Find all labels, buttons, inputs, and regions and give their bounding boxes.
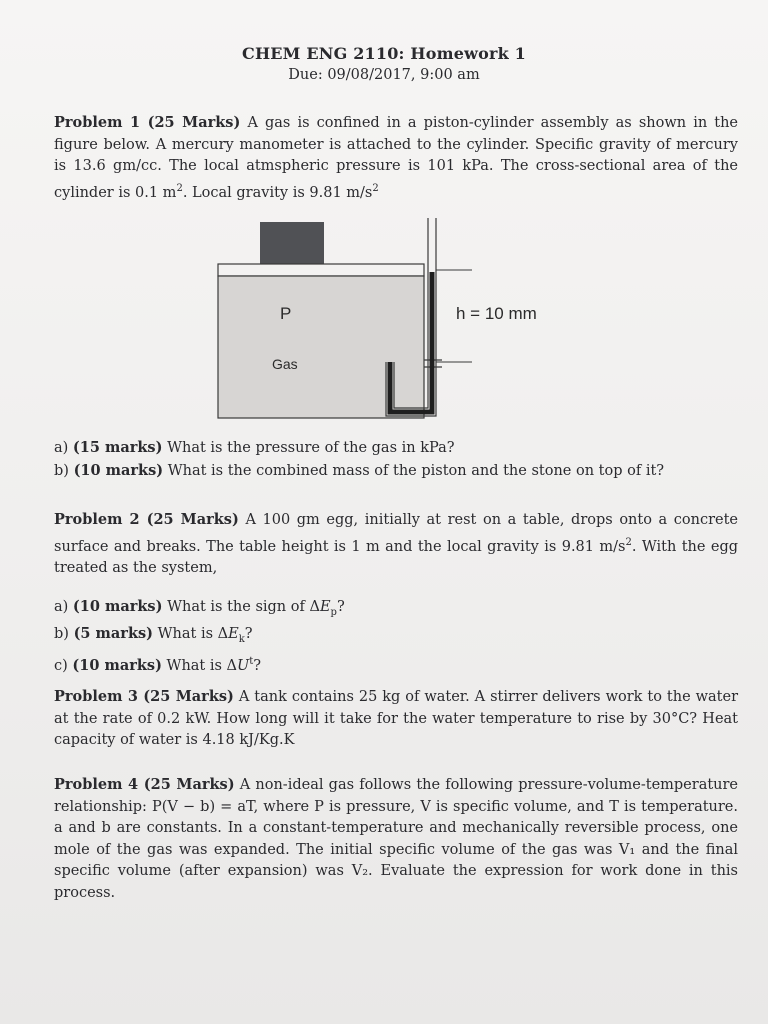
problem-2-part-c	[54, 651, 738, 677]
part-symbol: E	[228, 626, 239, 643]
part-symbol: E	[319, 599, 331, 615]
pressure-label: P	[280, 304, 292, 323]
part-q: ?	[244, 626, 253, 643]
problem-2-heading: Problem 2 (25 Marks)	[54, 511, 239, 528]
problem-4-heading: Problem 4 (25 Marks)	[54, 776, 235, 793]
part-prefix: b)	[54, 626, 74, 643]
problem-2-body: A 100 gm egg, initially at rest on a table, drops onto a concrete surface and breaks. The table height is 1 m and the local gravity is 9.81 m/s	[54, 512, 739, 555]
part-prefix: a)	[54, 440, 73, 456]
problem-1-parts	[54, 437, 738, 482]
problem-2-part-b	[54, 623, 738, 650]
due-date: Due: 09/08/2017, 9:00 am	[288, 67, 480, 83]
problem-3-heading: Problem 3 (25 Marks)	[54, 688, 234, 705]
part-prefix: c)	[54, 657, 73, 674]
part-q: ?	[336, 599, 345, 615]
part-symbol: U	[237, 657, 250, 674]
part-marks: (10 marks)	[72, 598, 163, 615]
problem-4-body: A non-ideal gas follows the following pressure-volume-temperature relationship: P(V − b) = aT, where P is pressure, V is specific volume, and T is temperature. a and b are constants. In a constant-temperature and mechanically reversible process, one mole of the gas was expanded. The initial specific volume of the gas was V₁ and the final specific volume (after expansion) was V₂. Evaluate the expression for work done in this process.	[54, 777, 739, 901]
problem-2-body-2: . With the egg treated as the system,	[54, 538, 739, 576]
problem-1-text	[54, 112, 738, 204]
part-sup: t	[249, 655, 254, 667]
part-marks: (5 marks)	[73, 625, 154, 643]
problem-1-body: A gas is confined in a piston-cylinder assembly as shown in the figure below. A mercury manometer is attached to the cylinder. Specific gravity of mercury is 13.6 gm/cc. The local atmspheric pressure is 101 kPa. The cross-sectional area of the cylinder is 0.1 m	[54, 115, 739, 201]
problem-1-sup-gravity: 2	[372, 182, 379, 194]
height-label: h = 10 mm	[456, 304, 537, 323]
part-text: What is the combined mass of the piston and the stone on top of it?	[163, 462, 665, 479]
problem-3-text	[54, 686, 738, 752]
gas-label: Gas	[272, 356, 298, 372]
problem-2-text	[54, 509, 738, 579]
problem-1-part-a	[54, 437, 738, 460]
part-text: What is the pressure of the gas in kPa?	[162, 440, 455, 456]
part-sub: k	[238, 634, 245, 646]
part-prefix: a)	[54, 599, 73, 615]
part-prefix: b)	[54, 462, 74, 479]
problem-2-sup: 2	[625, 536, 632, 548]
part-marks: (10 marks)	[72, 656, 162, 674]
part-marks: (15 marks)	[72, 439, 163, 456]
problem-1-body-2: . Local gravity is 9.81 m/s	[182, 184, 373, 201]
problem-3-body: A tank contains 25 kg of water. A stirrer delivers work to the water at the rate of 0.2 kW. How long will it take for the water temperature to rise by 30°C? Heat capacity of water is 4.18 kJ/Kg.K	[54, 689, 738, 748]
problem-4-text	[54, 774, 738, 904]
piston-manometer-figure	[210, 212, 570, 424]
problem-1-sup-area: 2	[176, 182, 183, 194]
problem-2-part-a	[54, 596, 738, 623]
part-text: What is Δ	[153, 626, 229, 643]
page-title: CHEM ENG 2110: Homework 1	[242, 44, 526, 63]
part-q: ?	[253, 657, 262, 674]
problem-1-heading: Problem 1 (25 Marks)	[54, 114, 241, 131]
problem-2-parts	[54, 596, 738, 677]
part-sub: p	[330, 606, 337, 618]
cylinder-shape	[218, 276, 424, 418]
stone-shape	[260, 222, 324, 264]
part-text: What is Δ	[161, 657, 238, 674]
part-marks: (10 marks)	[73, 461, 164, 479]
problem-1-part-b	[54, 460, 738, 483]
part-text: What is the sign of Δ	[162, 599, 320, 615]
piston-shape	[218, 264, 424, 276]
header	[0, 44, 768, 83]
